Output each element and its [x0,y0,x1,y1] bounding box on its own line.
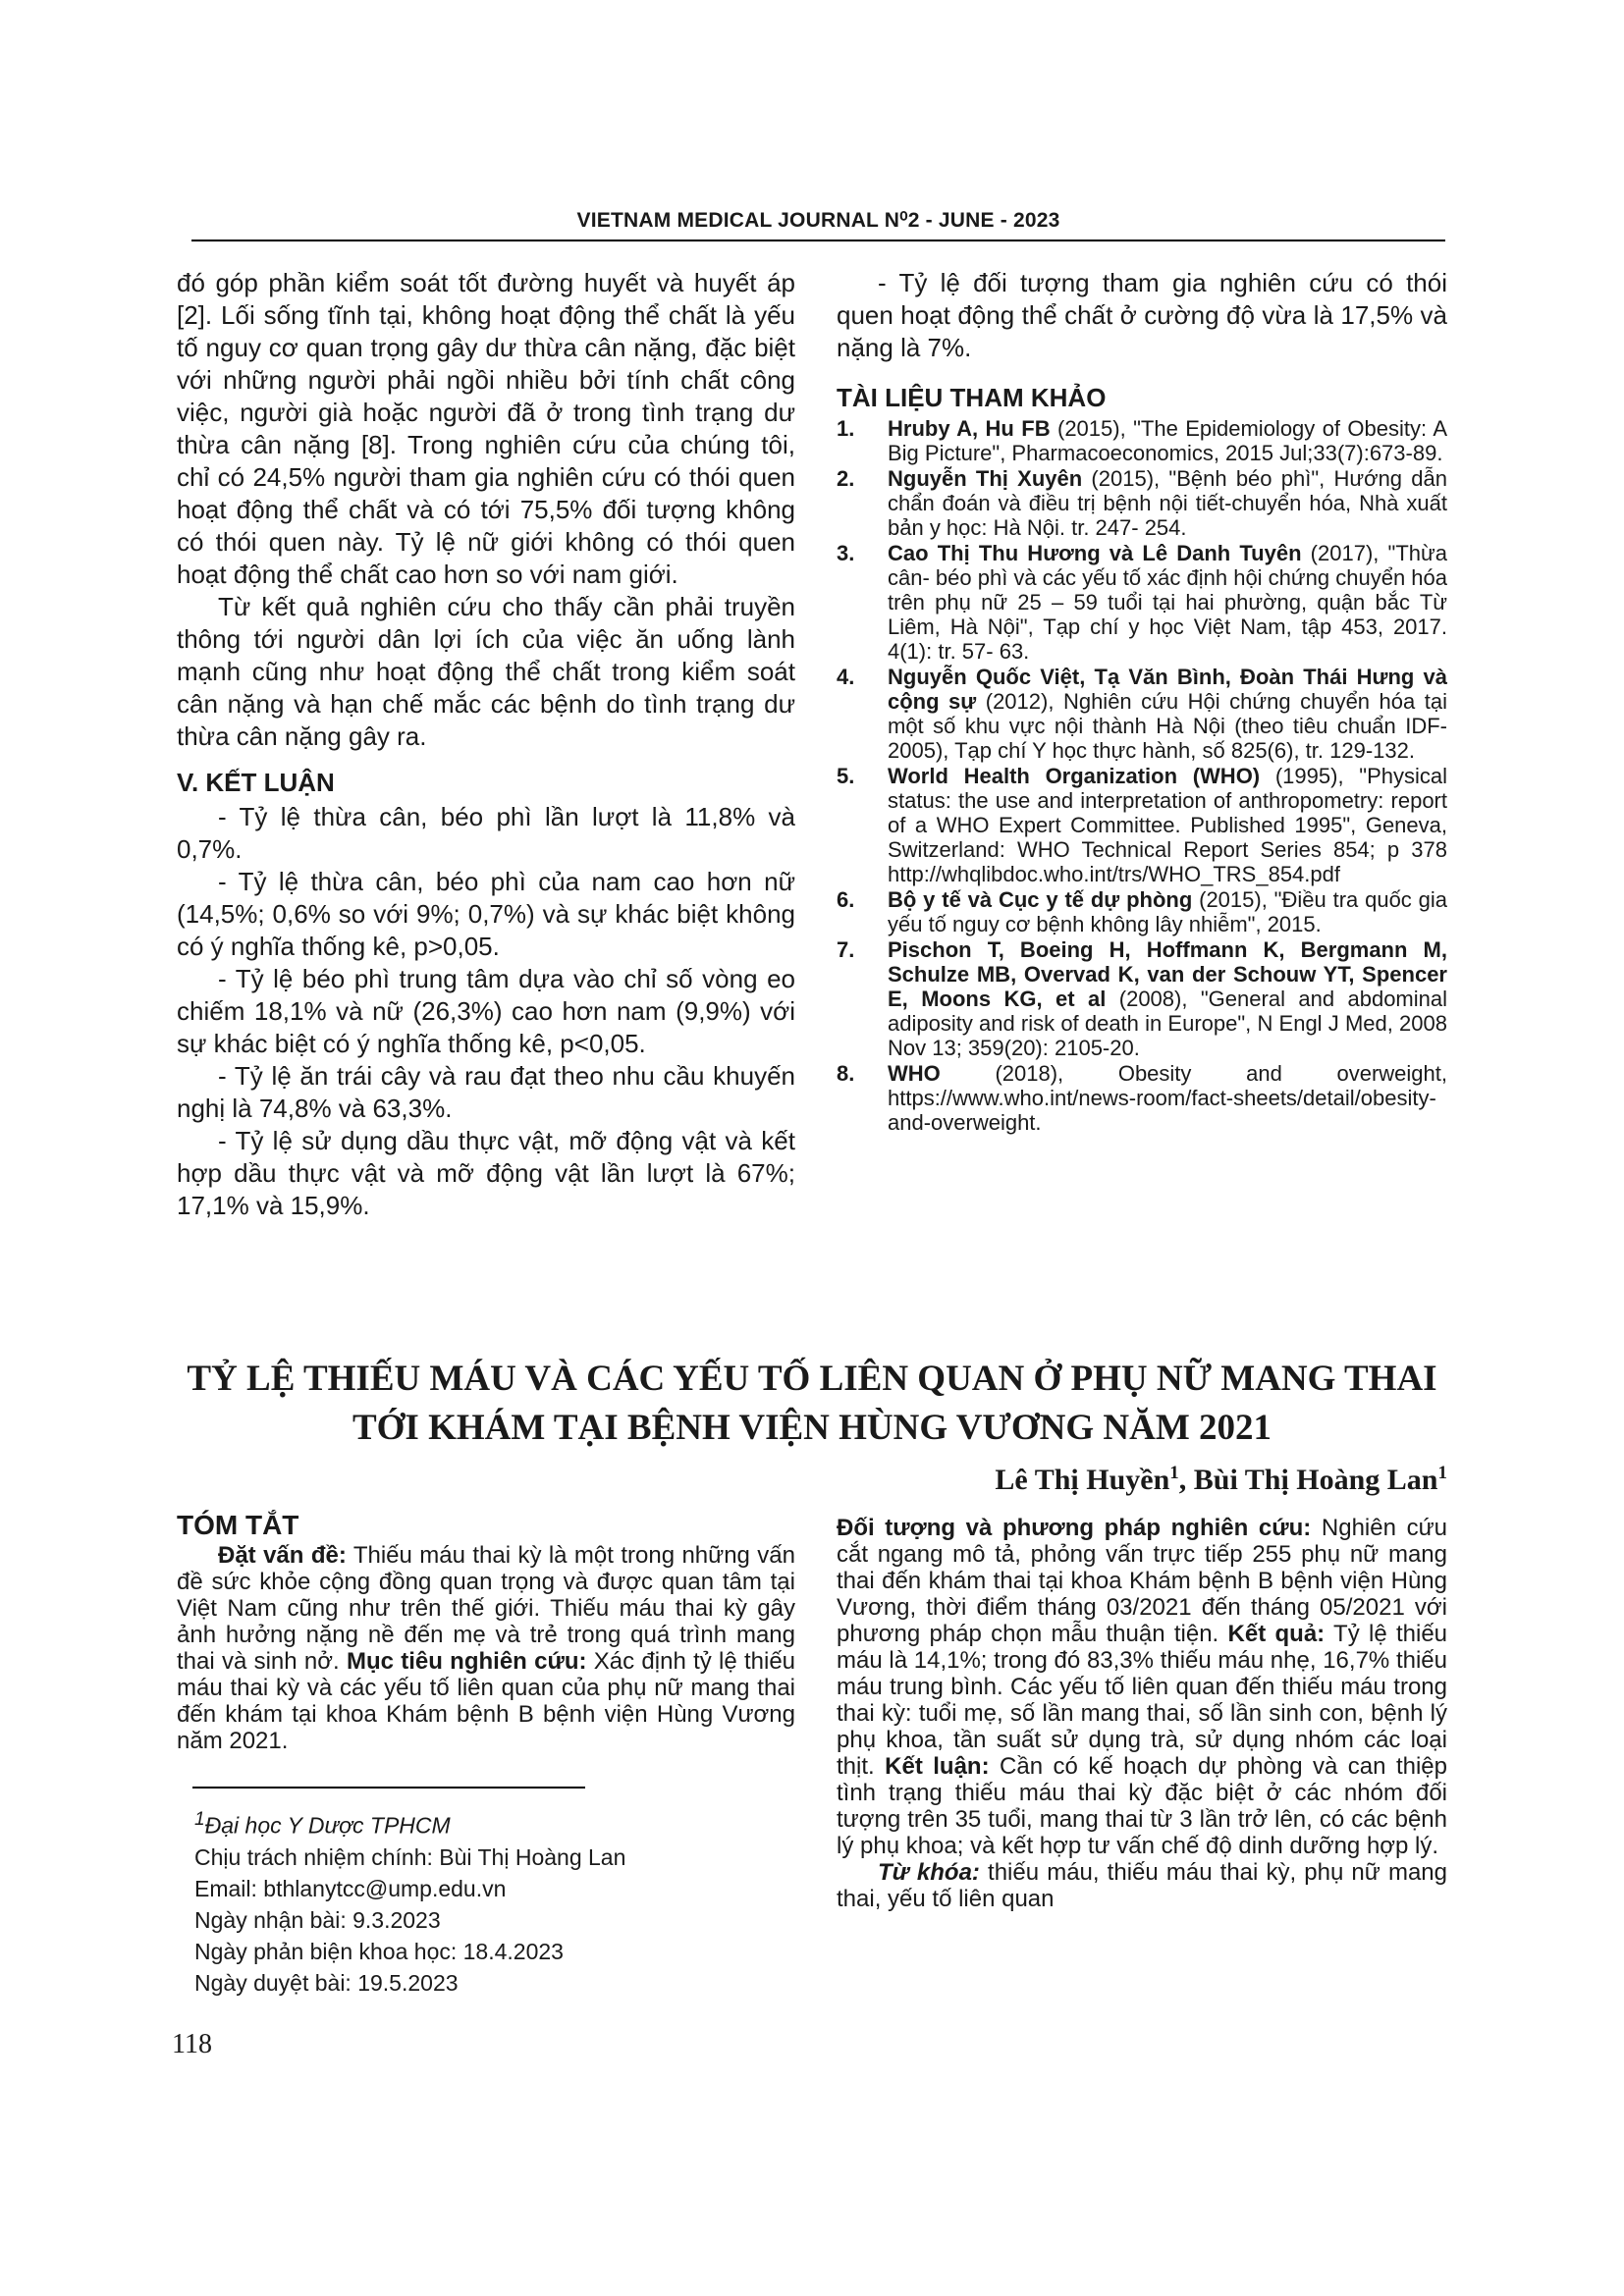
footnotes [194,1804,744,1999]
author-name: Lê Thị Huyền [995,1464,1170,1496]
reference-item: 7. Pischon T, Boeing H, Hoffmann K, Bergmann M, Schulze MB, Overvad K, van der Schouw YT, Spencer E, Moons KG, et al (2008), "General and abdominal adiposity and risk of death in Europe", N Engl J Med, 2008 Nov 13; 359(20): 2105-20. [837,937,1447,1060]
discussion-paragraph-1: đó góp phần kiểm soát tốt đường huyết và huyết áp [2]. Lối sống tĩnh tại, không hoạt động thể chất là yếu tố nguy cơ quan trọng gây dư thừa cân nặng, đặc biệt với những người phải ngồi nhiều bởi tính chất công việc, người già hoặc người đã ở trong tình trạng dư thừa cân nặng [8]. Trong nghiên cứu của chúng tôi, chỉ có 24,5% người tham gia nghiên cứu có thói quen hoạt động thể chất và có tới 75,5% đối tượng không có thói quen này. Tỷ lệ nữ giới không có thói quen hoạt động thể chất cao hơn so với nam giới. [177,268,795,589]
reference-item: 5. World Health Organization (WHO) (1995), "Physical status: the use and interpretation of anthropometry: report of a WHO Expert Committee. Published 1995", Geneva, Switzerland: WHO Technical Report Series 854; p 378 http://whqlibdoc.who.int/trs/WHO_TRS_854.pdf [837,764,1447,886]
date-accepted: Ngày duyệt bài: 19.5.2023 [194,1969,459,1996]
header-rule [191,240,1445,241]
references-heading: TÀI LIỆU THAM KHẢO [837,383,1107,412]
corresponding-author: Chịu trách nhiệm chính: Bùi Thị Hoàng Lan [194,1843,626,1870]
reference-item: 1. Hruby A, Hu FB (2015), "The Epidemiology of Obesity: A Big Picture", Pharmacoeconomics, 2015 Jul;33(7):673-89. [837,416,1447,465]
running-header: VIETNAM MEDICAL JOURNAL N⁰2 - JUNE - 2023 [576,209,1060,232]
author-line: Lê Thị Huyền$^1$, Bùi Thị Hoàng Lan$^1$ [995,1463,1447,1496]
conclusion-item-1: - Tỷ lệ thừa cân, béo phì lần lượt là 11,8% và 0,7%. [177,802,795,864]
discussion-paragraph-2: Từ kết quả nghiên cứu cho thấy cần phải truyền thông tới người dân lợi ích của việc ăn uống lành mạnh cũng như hoạt động thể chất trong kiểm soát cân nặng và hạn chế mắc các bệnh do tình trạng dư thừa cân nặng gây ra. [177,592,795,751]
conclusion-item-3: - Tỷ lệ béo phì trung tâm dựa vào chỉ số vòng eo chiếm 18,1% và nữ (26,3%) cao hơn nam (9,9%) với sự khác biệt có ý nghĩa thống kê, p<0,05. [177,964,795,1058]
abstract-background: Đặt vấn đề: Thiếu máu thai kỳ là một trong những vấn đề sức khỏe cộng đồng quan trọng và được quan tâm tại Việt Nam cũng như trên thế giới. Thiếu máu thai kỳ gây ảnh hưởng nặng nề đến mẹ và trẻ trong quá trình mang thai và sinh nở. Mục tiêu nghiên cứu: Xác định tỷ lệ thiếu máu thai kỳ và các yếu tố liên quan của phụ nữ mang thai đến khám tại khoa Khám bệnh B bệnh viện Hùng Vương năm 2021. [177,1542,796,1754]
conclusion-heading: V. KẾT LUẬN [177,768,335,797]
reference-list [837,416,1447,1135]
abstract-left-column [177,1512,795,1754]
conclusion-item-4: - Tỷ lệ ăn trái cây và rau đạt theo nhu cầu khuyến nghị là 74,8% và 63,3%. [177,1061,795,1123]
reference-item: 2. Nguyễn Thị Xuyên (2015), "Bệnh béo phì", Hướng dẫn chẩn đoán và điều trị bệnh nội tiết-chuyển hóa, Nhà xuất bản y học: Hà Nội. tr. 247- 254. [837,466,1447,540]
reference-item: 3. Cao Thị Thu Hương và Lê Danh Tuyên (2017), "Thừa cân- béo phì và các yếu tố xác định hội chứng chuyển hóa trên phụ nữ 25 – 59 tuổi tại hai phường, quận bắc Từ Liêm, Hà Nội", Tạp chí y học Việt Nam, tập 453, 2017. 4(1): tr. 57- 63. [837,541,1447,664]
email: Email: bthlanytcc@ump.edu.vn [194,1875,507,1901]
author-name: Bùi Thị Hoàng Lan [1193,1464,1438,1496]
conclusion-item-6: - Tỷ lệ đối tượng tham gia nghiên cứu có thói quen hoạt động thể chất ở cường độ vừa là 17,5% và nặng là 7%. [837,268,1447,362]
abstract-heading: TÓM TẮT [177,1510,299,1540]
article-title-line-2: TỚI KHÁM TẠI BỆNH VIỆN HÙNG VƯƠNG NĂM 2021 [352,1408,1272,1448]
left-column-top [177,267,795,1222]
page-number: 118 [172,2029,212,2059]
footnote-rule [192,1787,585,1789]
abstract-right-column [837,1515,1447,1912]
reference-item: 8. WHO (2018), Obesity and overweight, https://www.who.int/news-room/fact-sheets/detail/obesity-and-overweight. [837,1061,1447,1135]
right-column-top [837,267,1447,1136]
conclusion-item-5: - Tỷ lệ sử dụng dầu thực vật, mỡ động vật và kết hợp dầu thực vật và mỡ động vật lần lượt là 67%; 17,1% và 15,9%. [177,1126,795,1220]
abstract-methods-results: Đối tượng và phương pháp nghiên cứu: Nghiên cứu cắt ngang mô tả, phỏng vấn trực tiếp 255 phụ nữ mang thai đến khám thai tại khoa Khám bệnh B bệnh viện Hùng Vương, thời điểm tháng 03/2021 đến tháng 05/2021 với phương pháp chọn mẫu thuận tiện. Kết quả: Tỷ lệ thiếu máu là 14,1%; trong đó 83,3% thiếu máu nhẹ, 16,7% thiếu máu trung bình. Các yếu tố liên quan đến thiếu máu trong thai kỳ: tuổi mẹ, số lần mang thai, số lần sinh con, bệnh lý phụ khoa, tần suất sử dụng trà, sử dụng nhóm các loại thịt. Kết luận: Cần có kế hoạch dự phòng và can thiệp tình trạng thiếu máu thai kỳ đặc biệt ở các nhóm đối tượng trên 35 tuổi, mang thai từ 3 lần trở lên, có các bệnh lý phụ khoa; và kết hợp tư vấn chế độ dinh dưỡng hợp lý. [837,1515,1448,1859]
date-received: Ngày nhận bài: 9.3.2023 [194,1906,441,1933]
article-title [177,1355,1447,1453]
reference-item: 4. Nguyễn Quốc Việt, Tạ Văn Bình, Đoàn Thái Hưng và cộng sự (2012), Nghiên cứu Hội chứng chuyển hóa tại một số khu vực nội thành Hà Nội (theo tiêu chuẩn IDF-2005), Tạp chí Y học thực hành, số 825(6), tr. 129-132. [837,665,1447,763]
reference-item: 6. Bộ y tế và Cục y tế dự phòng (2015), "Điều tra quốc gia yếu tố nguy cơ bệnh không lây nhiễm", 2015. [837,887,1448,936]
abstract-keywords: Từ khóa: thiếu máu, thiếu máu thai kỳ, phụ nữ mang thai, yếu tố liên quan [837,1859,1447,1912]
conclusion-item-2: - Tỷ lệ thừa cân, béo phì của nam cao hơn nữ (14,5%; 0,6% so với 9%; 0,7%) và sự khác biệt không có ý nghĩa thống kê, p>0,05. [177,867,795,961]
affiliation: $^1$Đại học Y Dược TPHCM [194,1809,451,1839]
article-title-line-1: TỶ LỆ THIẾU MÁU VÀ CÁC YẾU TỐ LIÊN QUAN Ở PHỤ NỮ MANG THAI [187,1359,1437,1399]
date-reviewed: Ngày phản biện khoa học: 18.4.2023 [194,1938,564,1964]
